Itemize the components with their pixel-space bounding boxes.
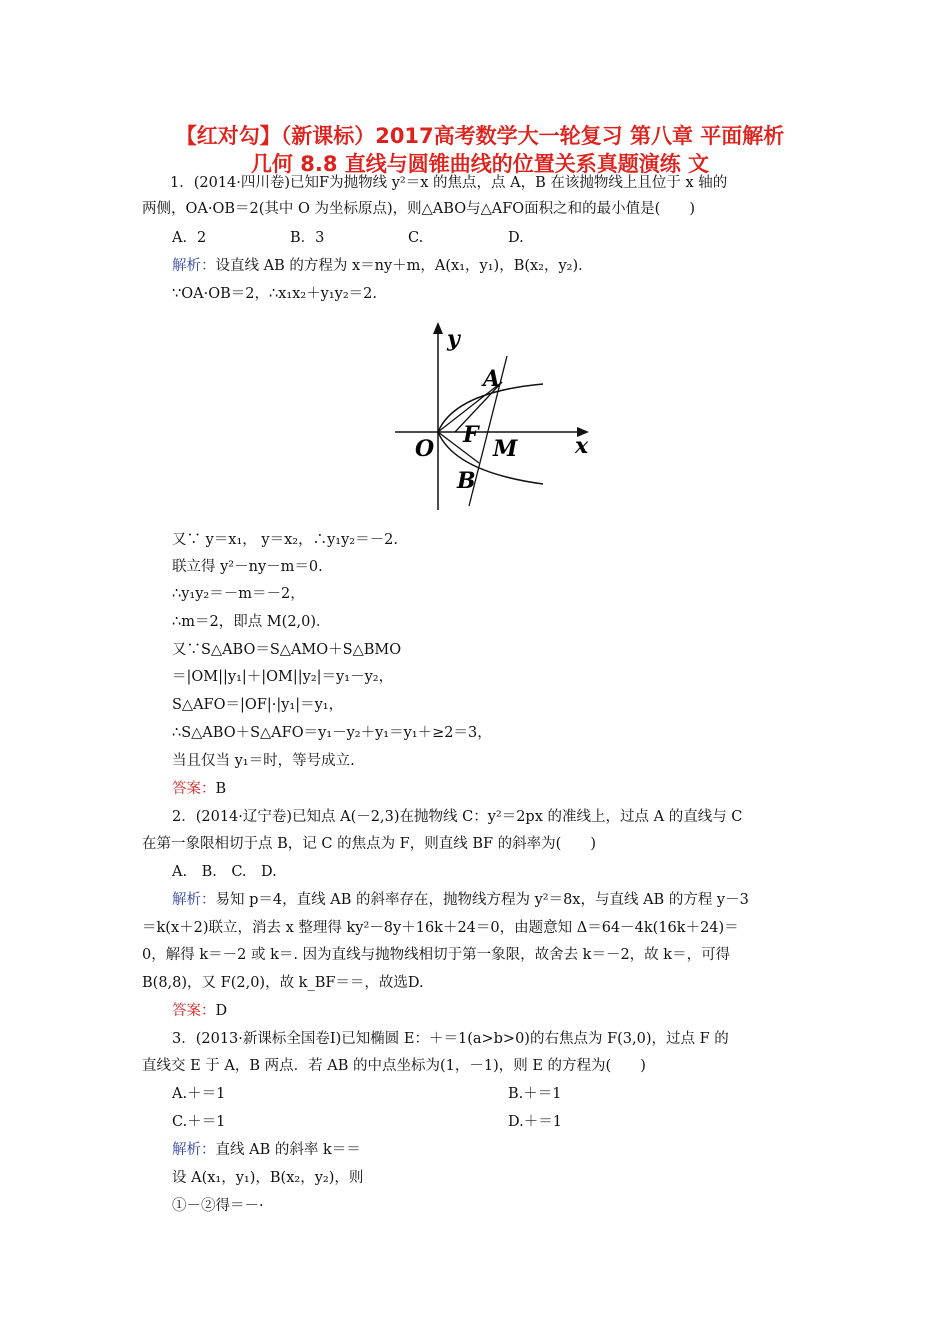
q1-option-d: D.: [508, 230, 524, 246]
label-m: M: [493, 436, 518, 462]
q2-answer-line: [172, 1001, 227, 1021]
q2-analysis-text1: 易知 p＝4，直线 AB 的斜率存在，抛物线方程为 y²＝8x，与直线 AB 的方程 y－3: [215, 892, 749, 908]
q1-analysis-label: 解析：: [172, 258, 216, 274]
q1-answer-label: 答案：: [172, 781, 216, 797]
q3-analysis-line1: [172, 1140, 361, 1160]
label-a: A: [483, 366, 501, 392]
q3-analysis-line2: 设 A(x₁，y₁)，B(x₂，y₂)，则: [172, 1170, 364, 1186]
q3-option-c: C.＋＝1: [172, 1114, 226, 1130]
parabola-curve: [438, 384, 543, 484]
q2-answer-label: 答案：: [172, 1003, 216, 1019]
q1-stem-line1: 1．(2014·四川卷)已知F为抛物线 y²＝x 的焦点，点 A，B 在该抛物线上且位于 x 轴的: [170, 175, 728, 191]
y-axis-arrow-icon: [433, 322, 443, 334]
q1-analysis-line2: ∵OA·OB＝2，∴x₁x₂＋y₁y₂＝2.: [172, 286, 378, 302]
q1-option-b: B．3: [290, 230, 325, 246]
q2-analysis-line1: [172, 890, 749, 910]
q2-analysis-label: 解析：: [172, 892, 216, 908]
q1-option-a: A．2: [172, 230, 207, 246]
parabola-figure: [395, 318, 595, 513]
label-f: F: [463, 422, 479, 448]
q3-analysis-text1: 直线 AB 的斜率 k＝＝: [215, 1142, 361, 1158]
q2-stem-line1: 2．(2014·辽宁卷)已知点 A(－2,3)在抛物线 C：y²＝2px 的准线上，过点 A 的直线与 C: [172, 809, 743, 825]
doc-title-line2: 几何 8.8 直线与圆锥曲线的位置关系真题演练 文: [250, 152, 710, 176]
q1-step-3: ∴y₁y₂＝－m＝－2，: [172, 586, 305, 602]
q1-stem-line2: 两侧，OA·OB＝2(其中 O 为坐标原点)，则△ABO与△AFO面积之和的最小值是( ): [142, 201, 695, 217]
q1-step-6: ＝|OM||y₁|＋|OM||y₂|＝y₁－y₂，: [172, 669, 394, 685]
q3-analysis-line3: ①－②得＝－·: [172, 1198, 264, 1214]
q1-step-2: 联立得 y²－ny－m＝0.: [172, 559, 323, 575]
q1-option-c: C.: [408, 230, 424, 246]
q2-answer: D: [215, 1003, 228, 1019]
q1-step-9: 当且仅当 y₁＝时，等号成立.: [172, 753, 355, 769]
q3-stem-line1: 3．(2013·新课标全国卷Ⅰ)已知椭圆 E：＋＝1(a>b>0)的右焦点为 F(3,0)，过点 F 的: [172, 1031, 729, 1047]
label-b: B: [457, 468, 476, 494]
doc-title-line1: 【红对勾】（新课标）2017高考数学大一轮复习 第八章 平面解析: [175, 124, 785, 148]
label-o: O: [415, 436, 435, 462]
q1-answer-line: [172, 779, 226, 799]
q2-stem-line2: 在第一象限相切于点 B，记 C 的焦点为 F，则直线 BF 的斜率为( ): [142, 836, 596, 852]
q1-step-7: S△AFO＝|OF|·|y₁|＝y₁，: [172, 697, 344, 713]
q1-step-1: 又∵ y＝x₁， y＝x₂，∴y₁y₂＝－2.: [172, 532, 398, 548]
q2-analysis-line3: 0，解得 k＝－2 或 k＝. 因为直线与抛物线相切于第一象限，故舍去 k＝－2，故 k＝，可得: [142, 947, 731, 963]
q2-analysis-line2: ＝k(x＋2)联立，消去 x 整理得 ky²－8y＋16k＋24＝0，由题意知 Δ＝64－4k(16k＋24)＝: [142, 920, 739, 936]
label-x: x: [575, 433, 589, 459]
label-y: y: [447, 326, 460, 352]
q3-analysis-label: 解析：: [172, 1142, 216, 1158]
q3-option-b: B.＋＝1: [508, 1086, 562, 1102]
q1-analysis-line1: [172, 256, 593, 276]
q3-stem-line2: 直线交 E 于 A，B 两点．若 AB 的中点坐标为(1，－1)，则 E 的方程为( ): [142, 1058, 646, 1074]
q1-answer: B: [215, 781, 227, 797]
q2-options: A. B. C. D.: [172, 864, 277, 880]
q3-option-a: A.＋＝1: [172, 1086, 226, 1102]
q1-step-5: 又∵S△ABO＝S△AMO＋S△BMO: [172, 642, 402, 658]
q2-analysis-line4: B(8,8)，又 F(2,0)，故 k_BF＝＝，故选D.: [142, 975, 424, 991]
q1-step-8: ∴S△ABO＋S△AFO＝y₁－y₂＋y₁＝y₁＋≥2＝3，: [172, 725, 492, 741]
q1-step-4: ∴m＝2，即点 M(2,0)．: [172, 614, 331, 630]
q3-option-d: D.＋＝1: [508, 1114, 562, 1130]
q1-analysis-text1: 设直线 AB 的方程为 x＝ny＋m，A(x₁，y₁)，B(x₂，y₂)．: [215, 258, 593, 274]
